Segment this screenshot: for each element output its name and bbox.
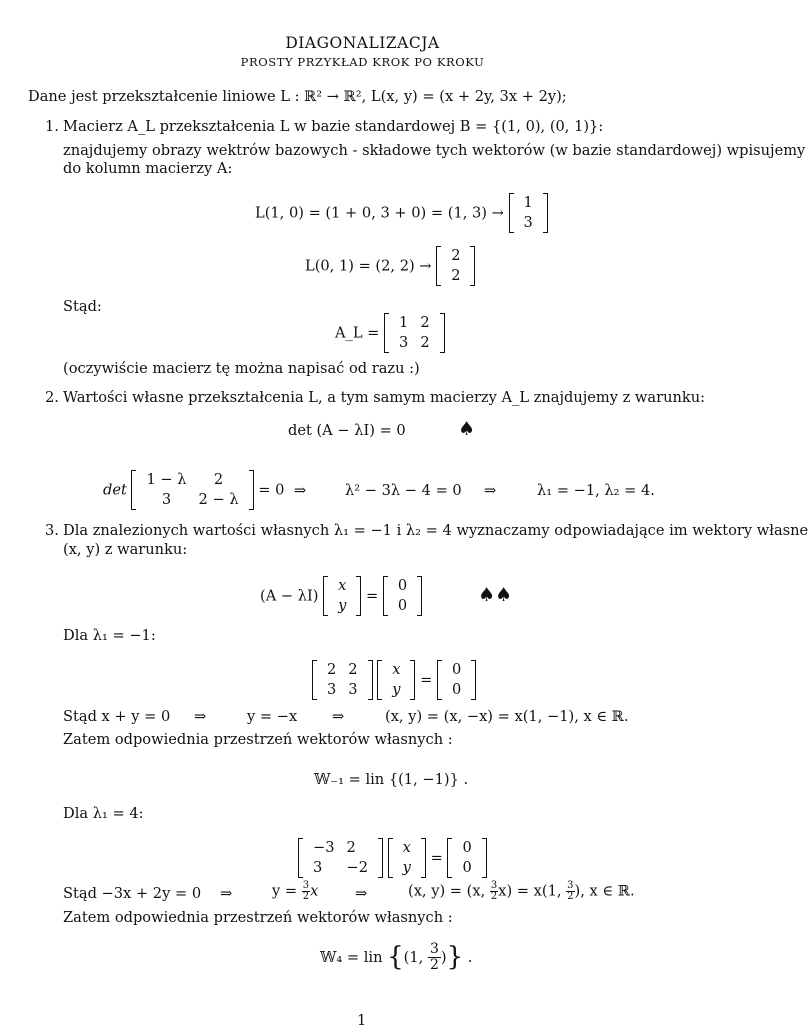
matrix-cell: 2 [348,661,358,678]
step1-equation1 [255,193,548,233]
case1-xy-vector [377,660,415,700]
matrix-cell: 0 [397,577,408,594]
fraction-numerator: 3 [567,880,574,891]
matrix-cell: 2 [213,471,224,488]
matrix-cell: x [402,839,411,856]
matrix-cell: 2 [327,661,337,678]
det-prefix: det [103,481,127,499]
implies-arrow: ⇒ [332,708,345,725]
matrix-cell: 2 [420,334,430,352]
step2-heading: Wartości własne przekształcenia L, a tym samym macierzy A_L znajdujemy z warunku: [63,389,706,406]
step2-number: 2. [45,389,59,406]
step1-number: 1. [45,118,59,135]
matrix-cell: 2 [346,839,356,856]
matrix-cell: −3 [313,839,335,856]
fraction-denominator: 2 [567,891,574,902]
case1-result: (x, y) = (x, −x) = x(1, −1), x ∈ ℝ. [385,708,629,725]
matrix-cell: 3 [327,681,337,699]
fraction [428,942,441,972]
intro-text: Dane jest przekształcenie liniowe L : ℝ² → ℝ², L(x, y) = (x + 2y, 3x + 2y); [28,88,567,105]
matrix-cell: 0 [452,681,462,699]
case2-xy-vector [388,838,426,878]
matrix-AL-body [384,313,445,353]
case2-mid-suffix: x [310,882,319,900]
eigenspace-suffix: . [467,948,473,966]
matrix-cell: 3 [399,334,409,352]
matrix-cell: x [392,661,401,678]
fraction [490,881,498,902]
case1-mid: y = −x [247,708,298,725]
matrix-cell: x [338,577,347,594]
step3-number: 3. [45,522,59,539]
matrix-cell: 3 [313,859,323,877]
eigen-condition: (A − λI) x y = 0 0 [260,576,422,616]
det-equation: det (A − λI) = 0 [288,422,406,439]
case2-matrix [298,838,383,878]
eigenspace-inner: (1, [403,948,424,966]
step3-heading-line1: Dla znalezionych wartości własnych λ₁ = −1 i λ₂ = 4 wyznaczamy odpowiadające im wektory własne [63,522,808,539]
case1-zero-vector [437,660,476,700]
matrix-cell: y [392,681,401,699]
condition-zero-vector [383,576,422,616]
page-number: 1 [357,1012,367,1029]
matrix-cell: y [402,859,411,877]
document-title: DIAGONALIZACJA [285,34,440,52]
implies-arrow: ⇒ [294,482,307,499]
condition-lhs: (A − λI) [260,587,319,605]
fraction-numerator: 3 [429,941,439,958]
det-rhs: = 0 [258,481,285,499]
implies-arrow: ⇒ [194,708,207,725]
step3-heading-line2: (x, y) z warunku: [63,541,188,558]
eigenspace-prefix: 𝕎₄ = lin [320,948,383,966]
matrix-cell: 1 [399,314,409,331]
case2-result-part: (x, y) = (x, [408,882,486,900]
eq2-vec-0: 2 [451,247,461,264]
eq1-vector [509,193,548,233]
spade-marker: ♠ [458,418,476,440]
matrix-cell: 0 [462,859,472,877]
eq1-lhs: L(1, 0) = (1 + 0, 3 + 0) = (1, 3) → [255,204,504,222]
fraction-denominator: 2 [302,891,310,902]
case2-result-part: ), x ∈ ℝ. [574,882,635,900]
case1-eigenspace: 𝕎₋₁ = lin {(1, −1)} . [314,771,469,788]
step1-explanation-line2: do kolumn macierzy A: [63,160,233,177]
case2-stad: Stąd −3x + 2y = 0 [63,885,202,902]
eq2-vec-1: 2 [451,267,461,285]
case2-mid-prefix: y = [272,882,298,900]
document-subtitle: PROSTY PRZYKŁAD KROK PO KROKU [240,55,485,69]
eq1-vec-0: 1 [523,194,533,211]
case1-system: 2 2 3 3 x y = 0 0 [312,660,476,700]
eq2-lhs: L(0, 1) = (2, 2) → [305,257,432,275]
step1-note: (oczywiście macierz tę można napisać od razu :) [63,360,420,377]
step1-stad: Stąd: [63,298,102,315]
implies-arrow: ⇒ [220,885,233,902]
case2-label: Dla λ₁ = 4: [63,805,144,822]
condition-vector [323,576,361,616]
fraction-denominator: 2 [490,891,498,902]
step1-explanation-line1: znajdujemy obrazy wektrów bazowych - składowe tych wektorów (w bazie standardowej) wpisujemy [63,142,806,159]
fraction-numerator: 3 [490,880,498,891]
matrix-cell: 1 − λ [146,471,187,488]
fraction-numerator: 3 [302,880,310,891]
matrix-cell: −2 [346,859,369,877]
matrix-cell: y [338,597,347,615]
matrix-AL [335,313,445,353]
fraction-denominator: 2 [429,957,439,974]
eigenspace-inner: ) [440,948,447,966]
case2-space-text: Zatem odpowiednia przestrzeń wektorów własnych : [63,909,453,926]
double-spade-marker: ♠♠ [478,584,513,606]
case1-stad: Stąd x + y = 0 [63,708,171,725]
eq2-vector [436,246,475,286]
det-matrix [131,470,253,510]
fraction [302,881,310,902]
characteristic-polynomial: λ² − 3λ − 4 = 0 [345,482,462,499]
step1-equation2 [305,246,475,286]
implies-arrow: ⇒ [484,482,497,499]
matrix-cell: 2 − λ [198,491,239,509]
matrix-cell: 0 [397,597,408,615]
matrix-cell: 0 [452,661,462,678]
case2-zero-vector [447,838,486,878]
case2-eigenspace: 𝕎₄ = lin {(1, $\frac{3}{2}$ )} . [320,941,473,974]
case2-result-part: x) = x(1, [498,882,562,900]
case2-system: −3 2 3 −2 x y = 0 0 [298,838,487,878]
case2-mid [272,881,318,902]
case1-space-text: Zatem odpowiednia przestrzeń wektorów własnych : [63,731,453,748]
case2-result [408,881,635,902]
case1-matrix [312,660,373,700]
case1-label: Dla λ₁ = −1: [63,627,156,644]
step1-heading: Macierz A_L przekształcenia L w bazie standardowej B = {(1, 0), (0, 1)}: [63,118,604,135]
matrix-AL-label: A_L = [335,324,380,342]
fraction [566,881,574,902]
implies-arrow: ⇒ [355,885,368,902]
matrix-cell: 3 [161,491,172,509]
matrix-cell: 0 [462,839,472,856]
eq1-vec-1: 3 [523,214,533,232]
matrix-cell: 3 [348,681,358,699]
matrix-cell: 2 [420,314,430,331]
det-calculation [103,470,284,510]
eigenvalues: λ₁ = −1, λ₂ = 4. [537,482,655,499]
